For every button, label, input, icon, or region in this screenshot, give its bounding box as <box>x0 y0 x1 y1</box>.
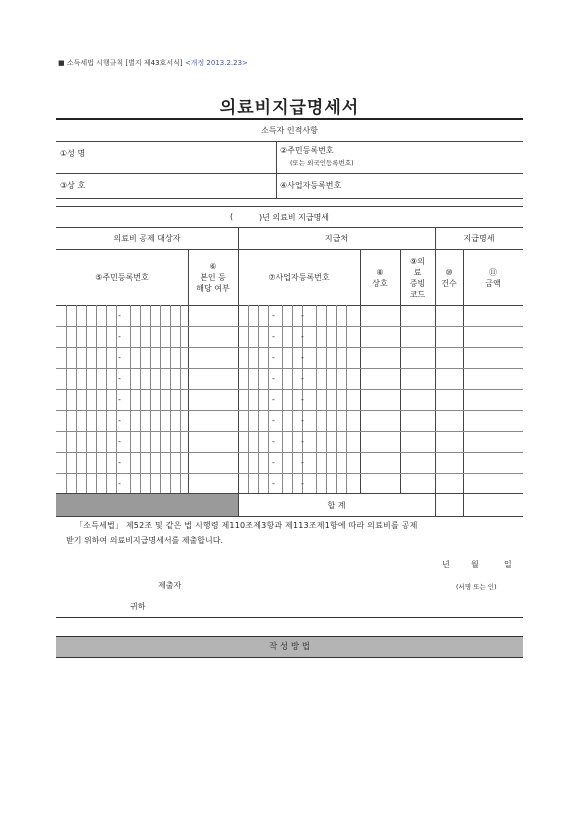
statement-line2: 받기 위하여 의료비지급명세서를 제출합니다. <box>66 536 224 545</box>
separator-dash: - <box>301 458 304 467</box>
year-field[interactable] <box>237 209 259 225</box>
separator-dash: - <box>118 479 121 488</box>
separator-dash: - <box>301 437 304 446</box>
table-row[interactable] <box>56 411 523 431</box>
col-bizno: ⑦사업자등록번호 <box>268 273 330 282</box>
separator-dash: - <box>118 458 121 467</box>
submitter-field[interactable] <box>200 576 440 592</box>
statement-line1: 「소득세법」 제52조 및 같은 법 시행령 제110조제3항과 제113조제1항에 따라 의료비를 공제 <box>75 521 418 530</box>
col6-line2: 해당 여부 <box>196 284 230 293</box>
col10-text: 건수 <box>441 278 457 288</box>
rrn-note: (또는 외국인등록번호) <box>290 159 354 167</box>
separator-dash: - <box>118 416 121 425</box>
bizno-field[interactable] <box>380 174 522 197</box>
separator-dash: - <box>301 416 304 425</box>
total-count-field[interactable] <box>436 495 462 515</box>
date-day: 일 <box>504 560 512 569</box>
separator-dash: - <box>301 332 304 341</box>
rrn-field[interactable] <box>380 142 522 172</box>
col9-line2: 료 <box>413 267 422 277</box>
signature-note: (서명 또는 인) <box>456 583 497 591</box>
law-reference: 소득세법 시행규칙 [별지 제43호서식] <box>66 59 183 67</box>
page-title: 의료비지급명세서 <box>219 98 360 118</box>
total-shaded-cell <box>56 494 238 516</box>
separator-dash: - <box>301 395 304 404</box>
recipient-label: 귀하 <box>130 602 146 611</box>
rrn-label: ②주민등록번호 <box>280 146 334 155</box>
divider <box>56 516 523 517</box>
divider <box>56 617 523 618</box>
bullet-icon: ■ <box>58 59 65 67</box>
col-self-check <box>188 250 238 305</box>
col9-line3: 증빙 <box>409 278 426 288</box>
instructions-title: 작 성 방 법 <box>269 641 310 652</box>
form-reference <box>58 58 248 68</box>
date-month: 월 <box>471 560 479 569</box>
separator-dash: - <box>272 395 275 404</box>
separator-dash: - <box>272 374 275 383</box>
table-row[interactable] <box>56 474 523 494</box>
table-row[interactable] <box>56 327 523 347</box>
table-row[interactable] <box>56 453 523 473</box>
col10-number: ⑩ <box>445 267 453 277</box>
separator-dash: - <box>272 458 275 467</box>
separator-dash: - <box>272 311 275 320</box>
total-label: 합 계 <box>327 500 346 510</box>
col-count <box>435 250 463 305</box>
separator-dash: - <box>301 311 304 320</box>
separator-dash: - <box>272 416 275 425</box>
separator-dash: - <box>272 332 275 341</box>
group-payee: 지급처 <box>324 234 349 243</box>
table-row[interactable] <box>56 369 523 389</box>
group-payment: 지급명세 <box>463 234 495 243</box>
divider <box>276 141 277 198</box>
col9-line4: 코드 <box>409 289 426 299</box>
separator-dash: - <box>301 374 304 383</box>
bizno-label: ④사업자등록번호 <box>280 181 342 190</box>
table-row[interactable] <box>56 306 523 326</box>
section-title-income-earner: 소득자 인적사항 <box>261 126 318 135</box>
company-field[interactable] <box>120 174 274 197</box>
col11-text: 금액 <box>485 278 501 288</box>
year-open-paren: ( <box>230 212 234 221</box>
col-proof-code <box>400 250 435 305</box>
date-year: 년 <box>442 560 450 569</box>
year-line-title: )년 의료비 지급명세 <box>259 213 330 222</box>
separator-dash: - <box>118 332 121 341</box>
divider <box>56 657 523 658</box>
separator-dash: - <box>118 353 121 362</box>
divider <box>56 198 523 199</box>
name-field[interactable] <box>120 142 274 172</box>
table-row[interactable] <box>56 390 523 410</box>
col-amount <box>463 250 523 305</box>
separator-dash: - <box>272 437 275 446</box>
col8-number: ⑧ <box>376 267 384 277</box>
col-company <box>360 250 400 305</box>
col6-number: ⑥ <box>209 262 217 271</box>
separator-dash: - <box>118 437 121 446</box>
separator-dash: - <box>118 374 121 383</box>
group-target: 의료비 공제 대상자 <box>113 234 181 243</box>
company-label: ③상 호 <box>60 181 86 190</box>
col6-line1: 본인 등 <box>200 273 226 282</box>
divider <box>56 206 523 207</box>
separator-dash: - <box>272 353 275 362</box>
col11-number: ⑪ <box>489 267 497 277</box>
submitter-label: 제출자 <box>158 581 182 590</box>
separator-dash: - <box>301 353 304 362</box>
table-row[interactable] <box>56 432 523 452</box>
separator-dash: - <box>301 479 304 488</box>
col9-line1: ⑨의 <box>410 256 425 266</box>
revision-date: <개정 2013.2.23> <box>184 59 248 67</box>
separator-dash: - <box>118 311 121 320</box>
name-label: ①성 명 <box>60 149 86 158</box>
total-amount-field[interactable] <box>464 495 522 515</box>
col-rrn: ⑤주민등록번호 <box>95 273 149 282</box>
table-row[interactable] <box>56 348 523 368</box>
separator-dash: - <box>118 395 121 404</box>
separator-dash: - <box>272 479 275 488</box>
col8-text: 상호 <box>372 278 388 288</box>
